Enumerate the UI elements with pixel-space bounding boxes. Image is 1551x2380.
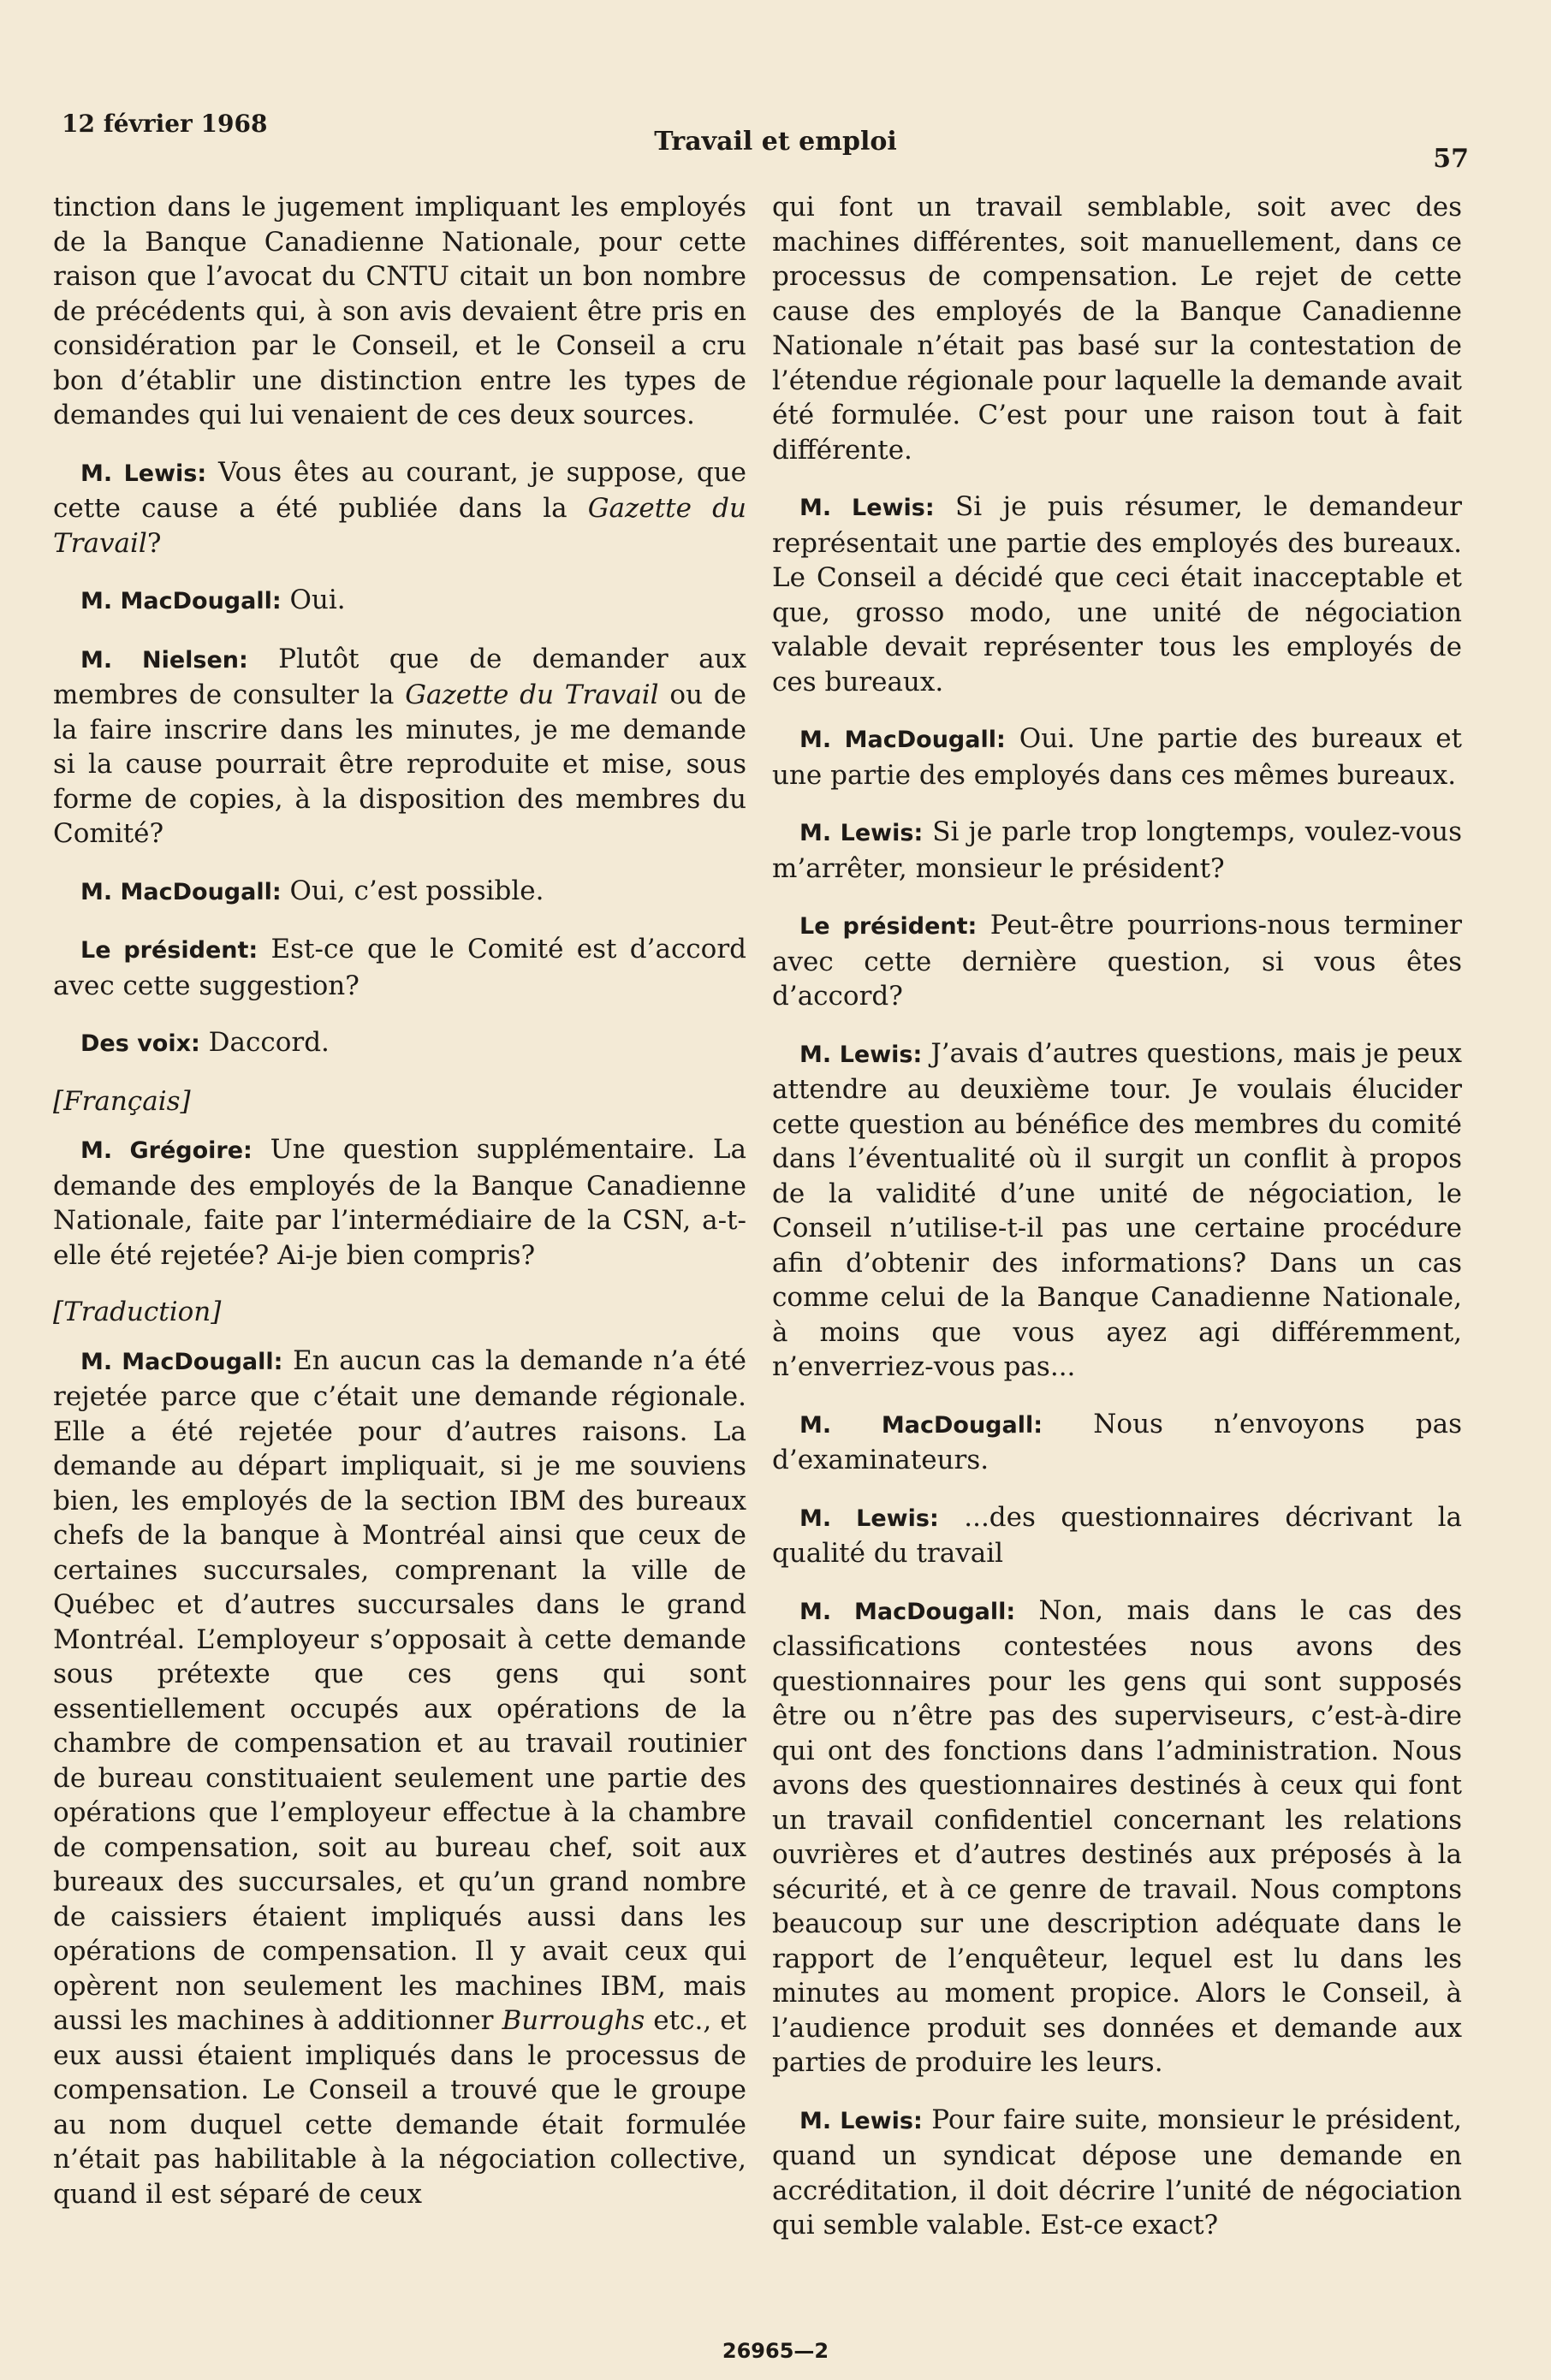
paragraph-text: Oui. Une partie des bureaux et une partie des employés dans ces mêmes bureaux. (772, 723, 1462, 791)
header-date: 12 février 1968 (62, 110, 268, 138)
paragraph (53, 642, 746, 852)
paragraph (772, 1594, 1462, 2080)
paragraph-text: Daccord. (199, 1027, 330, 1058)
left-column (53, 190, 746, 2234)
paragraph (53, 874, 746, 911)
paragraph-text: Peut-être pourrions-nous terminer avec cette dernière question, si vous êtes d’accord? (772, 910, 1462, 1012)
speaker-name: Des voix: (80, 1030, 200, 1057)
paragraph (53, 455, 746, 561)
page-number: 57 (1433, 144, 1469, 174)
paragraph (772, 1036, 1462, 1385)
speaker-name: Le président: (80, 937, 258, 964)
italic-text: Gazette du Travail (405, 680, 659, 710)
paragraph-text: Si je parle trop longtemps, voulez-vous m’arrêter, monsieur le président? (772, 816, 1462, 884)
italic-text: Gazette du Travail (53, 493, 746, 559)
paragraph-text: Une question supplémentaire. La demande des employés de la Banque Canadienne Nationale, faite par l’intermédiaire de la CSN, a-t-elle été rejetée? Ai-je bien compris? (53, 1134, 747, 1271)
paragraph-text: Plutôt que de demander aux membres de consulter la (53, 643, 746, 710)
paragraph (53, 1344, 746, 2212)
paragraph-text: tinction dans le jugement impliquant les employés de la Banque Canadienne Nationale, pour cette raison que l’avocat du CNTU citait un bon nombre de précédents qui, à son avis devaient être pris en considération par le Conseil, et le Conseil a cru bon d’établir une distinction entre les types de demandes qui lui venaient de ces deux sources. (53, 192, 746, 430)
paragraph-text: qui font un travail semblable, soit avec des machines différentes, soit manuellement, dans ce processus de compensation. Le rejet de cette cause des employés de la Banque Canadienne Nationale n’était pas basé sur la contestation de l’étendue régionale pour laquelle la demande avait été formulée. C’est pour une raison tout à fait différente. (772, 192, 1462, 466)
speaker-name: M. MacDougall: (799, 1411, 1043, 1439)
paragraph-text: J’avais d’autres questions, mais je peux attendre au deuxième tour. Je voulais élucider cette question au bénéfice des membres du comité dans l’éventualité où il surgit un conflit à propos de la validité d’une unité de négociation, le Conseil n’utilise-t-il pas une certaine procédure afin d’obtenir des informations? Dans un cas comme celui de la Banque Canadienne Nationale, à moins que vous ayez agi différemment, n’enverriez-vous pas... (772, 1037, 1462, 1382)
paragraph-text: ou de la faire inscrire dans les minutes, je me demande si la cause pourrait être reproduite et mise, sous forme de copies, à la disposition des membres du Comité? (53, 680, 746, 849)
paragraph (772, 1407, 1462, 1478)
paragraph-text: ...des questionnaires décrivant la qualité du travail (772, 1501, 1462, 1569)
header-title: Travail et emploi (654, 127, 897, 157)
paragraph (772, 815, 1462, 886)
paragraph-text: ? (146, 527, 162, 559)
paragraph (772, 1500, 1462, 1571)
speaker-name: M. Lewis: (799, 820, 924, 846)
footer-signature: 26965—2 (722, 2339, 829, 2363)
paragraph-text: Non, mais dans le cas des classifications contestées nous avons des questionnaires pour les gens qui sont supposés être ou n’être pas des superviseurs, c’est-à-dire qui ont des fonctions dans l’administration. Nous avons des questionnaires destinés à ceux qui font un travail confidentiel concernant les relations ouvrières et d’autres destinés aux préposés à la sécurité, et à ce genre de travail. Nous comptons beaucoup sur une description adéquate dans le rapport de l’enquêteur, lequel est lu dans les minutes au moment propice. Alors le Conseil, à l’audience produit ses données et demande aux parties de produire les leurs. (772, 1594, 1462, 2078)
speaker-name: M. MacDougall: (80, 1348, 283, 1375)
right-column (772, 190, 1462, 2265)
speaker-name: M. Lewis: (80, 460, 207, 487)
paragraph-text: Vous êtes au courant, je suppose, que cette cause a été publiée dans la (53, 456, 747, 524)
speaker-name: M. Lewis: (799, 495, 935, 521)
paragraph-text: Pour faire suite, monsieur le président, quand un syndicat dépose une demande en accréditation, il doit décrire l’unité de négociation qui semble valable. Est-ce exact? (772, 2104, 1462, 2241)
language-marker: [Traduction] (53, 1297, 222, 1327)
speaker-name: M. MacDougall: (799, 1598, 1016, 1625)
paragraph-text: Est-ce que le Comité est d’accord avec cette suggestion? (53, 934, 746, 1001)
paragraph (53, 583, 746, 620)
paragraph-text: Si je puis résumer, le demandeur représentait une partie des employés des bureaux. Le Conseil a décidé que ceci était inacceptable et que, grosso modo, une unité de négociation valable devait représenter tous les employés de ces bureaux. (772, 491, 1462, 697)
paragraph (53, 932, 746, 1003)
language-marker: [Français] (53, 1085, 191, 1117)
speaker-name: M. MacDougall: (80, 588, 282, 614)
speaker-name: M. MacDougall: (799, 727, 1006, 753)
speaker-name: M. Nielsen: (80, 646, 248, 674)
speaker-name: Le président: (799, 913, 978, 940)
paragraph-text: Nous n’envoyons pas d’examinateurs. (772, 1408, 1463, 1475)
paragraph (53, 1025, 746, 1062)
paragraph (772, 190, 1462, 467)
paragraph (772, 490, 1462, 699)
paragraph (772, 908, 1462, 1014)
paragraph-text: Oui. (281, 585, 346, 615)
speaker-name: M. Grégoire: (80, 1137, 253, 1164)
paragraph-text: etc., et eux aussi étaient impliqués dans le processus de compensation. Le Conseil a trouvé que le groupe au nom duquel cette demande était formulée n’était pas habilitable à la négociation collective, quand il est séparé de ceux (53, 2005, 746, 2210)
speaker-name: M. Lewis: (799, 2107, 923, 2134)
speaker-name: M. MacDougall: (80, 878, 282, 905)
speaker-name: M. Lewis: (799, 1505, 939, 1532)
speaker-name: M. Lewis: (799, 1041, 923, 1068)
paragraph-text: En aucun cas la demande n’a été rejetée parce que c’était une demande régionale. Elle a été rejetée pour d’autres raisons. La demande au départ impliquait, si je me souviens bien, les employés de la section IBM des bureaux chefs de la banque à Montréal ainsi que ceux de certaines succursales, comprenant la ville de Québec et d’autres succursales dans le grand Montréal. L’employeur s’opposait à cette demande sous prétexte que ces gens qui sont essentiellement occupés aux opérations de la chambre de compensation et au travail routinier de bureau constituaient seulement une partie des opérations que l’employeur effectue à la chambre de compensation, soit au bureau chef, soit aux bureaux des succursales, et qu’un grand nombre de caissiers étaient impliqués aussi dans les opérations de compensation. Il y avait ceux qui opèrent non seulement les machines IBM, mais aussi les machines à additionner (53, 1344, 746, 2036)
paragraph (53, 1132, 746, 1273)
paragraph (772, 721, 1462, 792)
paragraph (772, 2103, 1462, 2243)
paragraph-text: Oui, c’est possible. (281, 875, 544, 906)
italic-text: Burroughs (502, 2005, 645, 2036)
paragraph (53, 190, 746, 433)
